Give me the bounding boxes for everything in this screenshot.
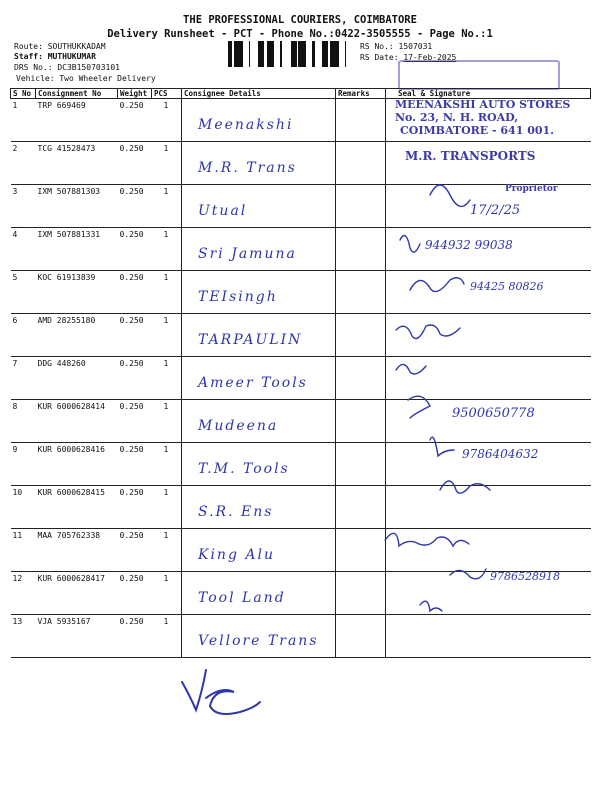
row-weight: 0.250 [118,615,152,658]
row-pcs: 1 [152,314,182,357]
barcode-bar [336,41,339,67]
row-weight: 0.250 [118,314,152,357]
signature-phone-12: 9786528918 [490,570,560,583]
row-consignee [182,529,336,572]
table-row [11,486,591,529]
row-consignee [182,615,336,658]
row-consignee [182,228,336,271]
row-consignment: TCG 41528473 [36,142,118,185]
row-weight: 0.250 [118,142,152,185]
barcode-bar [292,41,294,67]
row-pcs: 1 [152,529,182,572]
handwritten-consignee: King Alu [198,547,275,563]
row-seal [386,615,591,658]
row-consignee [182,486,336,529]
row-weight: 0.250 [118,486,152,529]
row-remarks [336,357,386,400]
staff-label: Staff: MUTHUKUMAR [14,52,96,61]
row-consignee [182,314,336,357]
row-sno: 7 [11,357,36,400]
col-weight: Weight [118,89,152,99]
barcode-bar [324,41,327,67]
row-consignee [182,443,336,486]
handwritten-consignee: Sri Jamuna [198,246,297,262]
row-consignment: DDG 448260 [36,357,118,400]
row-pcs: 1 [152,357,182,400]
barcode-bar [291,41,292,67]
handwritten-consignee: M.R. Trans [198,160,297,176]
row-sno: 11 [11,529,36,572]
col-consignment: Consignment No [36,89,118,99]
barcode-bar [333,41,334,67]
row-pcs: 1 [152,99,182,142]
row-sno: 3 [11,185,36,228]
barcode-bar [322,41,324,67]
row-remarks [336,314,386,357]
rs-date-label: RS Date: [360,53,399,62]
barcode [228,41,352,67]
row-seal [386,142,591,185]
handwritten-consignee: TARPAULIN [198,332,303,348]
table-row [11,357,591,400]
row-consignee [182,142,336,185]
row-pcs: 1 [152,271,182,314]
barcode-bar [298,41,300,67]
signature-phone-9: 9786404632 [462,447,539,461]
barcode-bar [345,41,346,67]
row-consignment: KUR 6000628415 [36,486,118,529]
row-remarks [336,142,386,185]
handwritten-consignee: Meenakshi [198,117,294,133]
rs-no-label: RS No.: 1507031 [360,42,433,51]
handwritten-consignee: Tool Land [198,590,286,606]
handwritten-consignee: TEIsingh [198,289,278,305]
table-row [11,615,591,658]
barcode-bar [249,41,250,67]
row-remarks [336,99,386,142]
row-sno: 6 [11,314,36,357]
row-consignee [182,400,336,443]
row-weight: 0.250 [118,228,152,271]
barcode-bar [234,41,237,67]
faded-stamp [398,60,560,90]
barcode-bar [327,41,328,67]
row-remarks [336,529,386,572]
row-remarks [336,615,386,658]
row-consignment: TRP 669469 [36,99,118,142]
col-remarks: Remarks [336,89,386,99]
row-consignee [182,572,336,615]
row-pcs: 1 [152,185,182,228]
row-remarks [336,443,386,486]
row-consignee [182,99,336,142]
barcode-bar [294,41,297,67]
barcode-bar [262,41,264,67]
row-sno: 8 [11,400,36,443]
row-remarks [336,228,386,271]
barcode-bar [304,41,306,67]
vehicle-label: Vehicle: Two Wheeler Delivery [16,74,156,83]
row-weight: 0.250 [118,572,152,615]
runsheet-title: Delivery Runsheet - PCT - Phone No.:0422-3505555 - Page No.:1 [107,28,493,40]
handwritten-consignee: S.R. Ens [198,504,274,520]
row-seal [386,529,591,572]
barcode-bar [228,41,231,67]
row-consignee [182,357,336,400]
barcode-bar [231,41,232,67]
col-consignee: Consignee Details [182,89,336,99]
table-row [11,142,591,185]
row-sno: 2 [11,142,36,185]
drs-label: DRS No.: DC3B150703101 [14,63,120,72]
row-consignment: KUR 6000628417 [36,572,118,615]
row-remarks [336,185,386,228]
row-sno: 12 [11,572,36,615]
row-pcs: 1 [152,615,182,658]
route-label: Route: SOUTHUKKADAM [14,42,106,51]
row-seal [386,357,591,400]
row-sno: 4 [11,228,36,271]
store-stamp-city: COIMBATORE - 641 001. [400,124,554,137]
col-pcs: PCS [152,89,182,99]
row-pcs: 1 [152,486,182,529]
row-consignment: MAA 705762338 [36,529,118,572]
row-consignment: AMD 28255180 [36,314,118,357]
proprietor-stamp: Proprietor [505,184,558,194]
rs-date-value: 17-Feb-2025 [403,53,457,62]
row-weight: 0.250 [118,99,152,142]
signature-phone-8: 9500650778 [452,406,535,421]
handwritten-consignee: Utual [198,203,248,219]
row-consignment: VJA 5935167 [36,615,118,658]
signature-phone-4: 944932 99038 [425,238,513,252]
barcode-bar [280,41,282,67]
barcode-bar [312,41,315,67]
row-consignment: KOC 61913839 [36,271,118,314]
barcode-bar [303,41,304,67]
barcode-bar [267,41,268,67]
row-seal [386,486,591,529]
row-weight: 0.250 [118,357,152,400]
handwritten-consignee: Vellore Trans [198,633,319,649]
barcode-bar [237,41,238,67]
row-pcs: 1 [152,228,182,271]
row-consignment: KUR 6000628416 [36,443,118,486]
row-weight: 0.250 [118,529,152,572]
handwritten-consignee: T.M. Tools [198,461,290,477]
row-seal [386,314,591,357]
store-stamp-addr: No. 23, N. H. ROAD, [395,111,519,124]
row-consignment: IXM 507881303 [36,185,118,228]
barcode-bar [268,41,270,67]
barcode-bar [258,41,261,67]
barcode-bar [240,41,243,67]
row-weight: 0.250 [118,185,152,228]
final-signature [178,668,268,724]
row-remarks [336,271,386,314]
row-pcs: 1 [152,142,182,185]
signature-date: 17/2/25 [470,203,521,218]
handwritten-consignee: Ameer Tools [198,375,308,391]
barcode-bar [300,41,303,67]
row-weight: 0.250 [118,443,152,486]
barcode-bar [261,41,262,67]
row-pcs: 1 [152,400,182,443]
barcode-bar [270,41,273,67]
row-sno: 10 [11,486,36,529]
company-title: THE PROFESSIONAL COURIERS, COIMBATORE [183,14,417,26]
signature-phone-5: 94425 80826 [470,280,544,293]
table-header-row [11,89,591,99]
row-weight: 0.250 [118,271,152,314]
row-weight: 0.250 [118,400,152,443]
barcode-bar [334,41,336,67]
table-row [11,314,591,357]
row-consignment: IXM 507881331 [36,228,118,271]
row-consignee [182,271,336,314]
col-sno: S No [11,89,36,99]
barcode-bar [238,41,240,67]
row-sno: 13 [11,615,36,658]
row-sno: 1 [11,99,36,142]
store-stamp-name: MEENAKSHI AUTO STORES [395,98,571,111]
table-row [11,529,591,572]
barcode-bar [330,41,333,67]
col-seal: Seal & Signature [386,89,591,99]
row-remarks [336,572,386,615]
row-remarks [336,486,386,529]
row-pcs: 1 [152,443,182,486]
row-pcs: 1 [152,572,182,615]
row-consignment: KUR 6000628414 [36,400,118,443]
row-consignee [182,185,336,228]
transports-stamp: M.R. TRANSPORTS [405,149,536,163]
barcode-bar [273,41,274,67]
handwritten-consignee: Mudeena [198,418,279,434]
row-remarks [336,400,386,443]
row-sno: 9 [11,443,36,486]
row-sno: 5 [11,271,36,314]
